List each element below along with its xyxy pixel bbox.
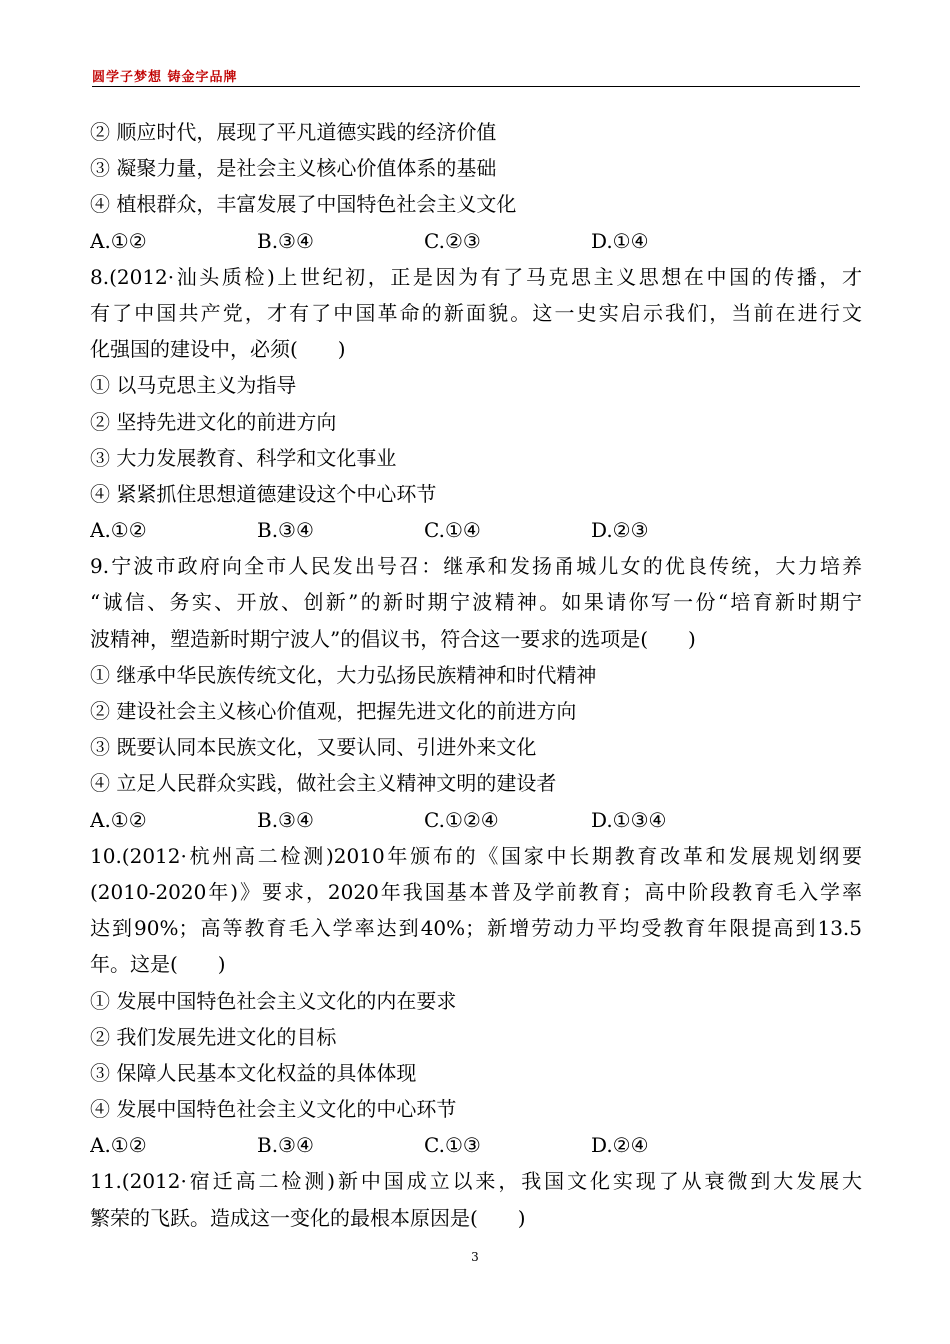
q10-stem-line-1: 10.(2012·杭州高二检测)2010年颁布的《国家中长期教育改革和发展规划纲要: [90, 843, 862, 868]
q7-option-c: C.②③: [424, 228, 481, 253]
q7-option-b: B.③④: [257, 228, 314, 253]
q11-stem-line-2: 繁荣的飞跃。造成这一变化的最根本原因是( ): [90, 1205, 526, 1230]
q8-stem-line-3: 化强国的建设中，必须( ): [90, 337, 346, 362]
document-body: [90, 114, 862, 1236]
q8-stem-line-1: 8.(2012·汕头质检)上世纪初，正是因为有了马克思主义思想在中国的传播，才: [90, 264, 862, 289]
q9-option-b: B.③④: [257, 807, 314, 832]
q10-option-c: C.①③: [424, 1133, 481, 1158]
q10-item-4: ④ 发展中国特色社会主义文化的中心环节: [90, 1097, 457, 1122]
q9-stem-line-2: “诚信、务实、开放、创新”的新时期宁波精神。如果请你写一份“培育新时期宁: [90, 590, 862, 615]
q9-option-d: D.①③④: [591, 807, 667, 832]
q9-options: [90, 802, 862, 838]
q10-item-3: ③ 保障人民基本文化权益的具体体现: [90, 1060, 417, 1085]
q9-item-1: ① 继承中华民族传统文化，大力弘扬民族精神和时代精神: [90, 662, 597, 687]
q10-stem-line-2: (2010-2020年)》要求，2020年我国基本普及学前教育；高中阶段教育毛入学率: [90, 879, 862, 904]
q9-stem-line-3: 波精神，塑造新时期宁波人”的倡议书，符合这一要求的选项是( ): [90, 626, 696, 651]
q10-option-a: A.①②: [90, 1133, 147, 1158]
header-brand: 圆学子梦想 铸金字品牌: [92, 70, 238, 85]
q9-item-4: ④ 立足人民群众实践，做社会主义精神文明的建设者: [90, 771, 557, 796]
q10-option-b: B.③④: [257, 1133, 314, 1158]
q8-option-c: C.①④: [424, 518, 481, 543]
q9-stem-line-1: 9.宁波市政府向全市人民发出号召：继承和发扬甬城儿女的优良传统，大力培养: [90, 554, 862, 579]
q8-option-a: A.①②: [90, 518, 147, 543]
q11-stem-line-1: 11.(2012·宿迁高二检测)新中国成立以来，我国文化实现了从衰微到大发展大: [90, 1169, 862, 1194]
q10-stem-line-4: 年。这是( ): [90, 952, 226, 977]
q10-option-d: D.②④: [591, 1133, 649, 1158]
q7-options: [90, 223, 862, 259]
q10-item-1: ① 发展中国特色社会主义文化的内在要求: [90, 988, 457, 1013]
q8-stem-line-2: 有了中国共产党，才有了中国革命的新面貌。这一史实启示我们，当前在进行文: [90, 300, 862, 325]
q8-option-b: B.③④: [257, 518, 314, 543]
q8-option-d: D.②③: [591, 518, 649, 543]
q8-options: [90, 512, 862, 548]
q7-item-3: ③ 凝聚力量，是社会主义核心价值体系的基础: [90, 156, 497, 181]
q9-item-3: ③ 既要认同本民族文化，又要认同、引进外来文化: [90, 735, 537, 760]
page-number: 3: [471, 1250, 479, 1264]
q9-option-a: A.①②: [90, 807, 147, 832]
q8-item-2: ② 坚持先进文化的前进方向: [90, 409, 337, 434]
q8-item-1: ① 以马克思主义为指导: [90, 373, 297, 398]
q7-item-2: ② 顺应时代，展现了平凡道德实践的经济价值: [90, 120, 497, 144]
q8-item-3: ③ 大力发展教育、科学和文化事业: [90, 445, 397, 470]
q10-options: [90, 1127, 862, 1163]
q9-option-c: C.①②④: [424, 807, 499, 832]
q7-item-4: ④ 植根群众，丰富发展了中国特色社会主义文化: [90, 192, 517, 217]
q10-stem-line-3: 达到90%；高等教育毛入学率达到40%；新增劳动力平均受教育年限提高到13.5: [90, 916, 862, 941]
q7-option-a: A.①②: [90, 228, 147, 253]
q7-option-d: D.①④: [591, 228, 649, 253]
q10-item-2: ② 我们发展先进文化的目标: [90, 1024, 337, 1049]
q8-item-4: ④ 紧紧抓住思想道德建设这个中心环节: [90, 481, 437, 506]
q9-item-2: ② 建设社会主义核心价值观，把握先进文化的前进方向: [90, 699, 577, 723]
header-divider: [92, 86, 860, 87]
